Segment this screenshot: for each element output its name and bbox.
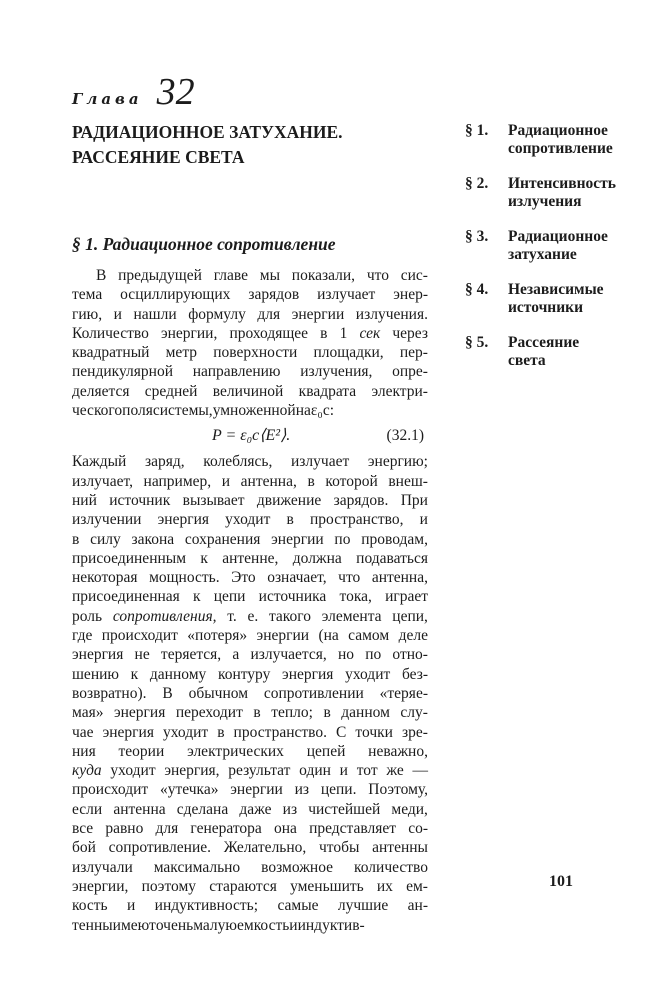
text-line: в силу закона сохранения энергии по проводам, <box>72 530 428 548</box>
formula-line <box>72 422 428 452</box>
toc-section-title: Интенсивность излучения <box>508 175 616 210</box>
text-line: куда уходит энергия, результат один и тот же — <box>72 762 428 780</box>
text-line: Количество энергии, проходящее в 1 сек через <box>72 324 428 342</box>
text-line: тема осциллирующих зарядов излучает энер- <box>72 286 428 304</box>
text-line: чае энергия уходит в пространство. С точки зре- <box>72 723 428 741</box>
text-line: излучает, например, и антенна, в которой внеш- <box>72 472 428 490</box>
formula: P = ε₀c⟨E²⟩. <box>212 427 291 445</box>
text-line: деляется средней величиной квадрата электри- <box>72 382 428 400</box>
page-number: 101 <box>549 873 573 890</box>
text-line: присоединенная к цепи источника тока, играет <box>72 588 428 606</box>
toc-section-title: Независимые источники <box>508 281 604 316</box>
toc-section-title: Рассеяние света <box>508 334 580 369</box>
chapter-title-line: РАССЕЯНИЕ СВЕТА <box>72 147 245 167</box>
toc-item <box>465 122 665 158</box>
toc-section-title: Радиационное сопротивление <box>508 122 613 157</box>
toc-section-number: § 1. <box>465 122 489 139</box>
toc-section-number: § 5. <box>465 334 489 351</box>
toc-item <box>465 281 665 317</box>
text-line: присоединенным к антенне, должна подаваться <box>72 549 428 567</box>
text-line: энергия не теряется, а излучается, но по отно- <box>72 646 428 664</box>
text-line: шению к данному контуру энергия уходит без- <box>72 665 428 683</box>
paragraph <box>72 452 428 934</box>
text-line: ния теории электрических цепей неважно, <box>72 742 428 760</box>
text-line: квадратный метр поверхности площадки, пер- <box>72 344 428 362</box>
paragraph <box>72 266 428 420</box>
chapter-number: 32 <box>156 71 195 113</box>
body-text <box>72 266 428 935</box>
text-line: роль сопротивления, т. е. такого элемента цепи, <box>72 607 428 625</box>
chapter-title <box>72 120 343 170</box>
toc-section-number: § 3. <box>465 228 489 245</box>
chapter-word: Глава <box>72 90 143 108</box>
text-line: все равно для генератора она представляет со- <box>72 820 428 838</box>
toc-section-title: Радиационное затухание <box>508 228 608 263</box>
text-line: пендикулярной направлению излучения, опре- <box>72 363 428 381</box>
formula-number: (32.1) <box>386 427 424 445</box>
text-line: кость и индуктивность; самые лучшие ан- <box>72 897 428 915</box>
text-line: излучении энергия уходит в пространство, и <box>72 511 428 529</box>
text-line: происходит «утечка» энергии из цепи. Поэтому, <box>72 781 428 799</box>
text-line: некоторая мощность. Это означает, что антенна, <box>72 569 428 587</box>
chapter-header <box>72 70 195 114</box>
section-heading: § 1. Радиационное сопротивление <box>72 234 336 254</box>
chapter-title-line: РАДИАЦИОННОЕ ЗАТУХАНИЕ. <box>72 122 343 142</box>
text-line: если антенна сделана даже из чистейшей меди, <box>72 800 428 818</box>
text-line: тенны имеют очень малую емкость и индуктив- <box>72 916 365 934</box>
chapter-contents <box>465 122 665 387</box>
text-line: гию, и нашли формулу для энергии излучения. <box>72 305 428 323</box>
toc-item <box>465 175 665 211</box>
text-line: Каждый заряд, колеблясь, излучает энергию; <box>72 453 428 471</box>
text-line: мая» энергия переходит в тепло; в данном слу- <box>72 704 428 722</box>
text-line: энергии, поэтому стараются уменьшить их ем- <box>72 877 428 895</box>
text-line: бой сопротивление. Желательно, чтобы антенны <box>72 839 428 857</box>
text-line: ческого поля системы, умноженной на ε₀c: <box>72 402 335 420</box>
text-line: где происходит «потеря» энергии (на самом деле <box>72 627 428 645</box>
text-line: ний источник вызывает движение зарядов. При <box>72 491 428 509</box>
toc-section-number: § 2. <box>465 175 489 192</box>
toc-section-number: § 4. <box>465 281 489 298</box>
text-line: В предыдущей главе мы показали, что сис- <box>96 267 428 284</box>
text-line: излучали максимально возможное количество <box>72 858 428 876</box>
toc-item <box>465 334 665 370</box>
toc-item <box>465 228 665 264</box>
text-line: возвратно). В обычном сопротивлении «теряе- <box>72 684 428 702</box>
